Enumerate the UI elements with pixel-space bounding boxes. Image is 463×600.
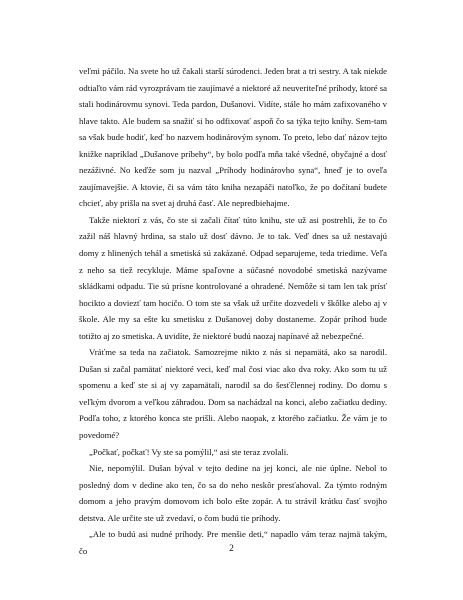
paragraph-3: Vráťme sa teda na začiatok. Samozrejme nikto z nás si nepamätá, ako sa narodil. Dušan si začal pamätať niektoré veci, keď mal čosi viac ako dva roky. Ako som tu už spomenu a keď ste si aj vy zapamätali, narodil sa do šesťčlennej rodiny. Do domu s veľkým dvorom a veľkou záhradou. Dom sa nachádzal na konci, alebo začiatku dediny. Podľa toho, z ktorého konca ste prišli. Alebo naopak, z ktorého začiatku. Že vám je to povedomé?	[79, 347, 387, 441]
paragraph-5: Nie, nepomýlil. Dušan býval v tejto dedine na jej konci, ale nie úplne. Nebol to posledný dom v dedine ako ten, čo sa do neho neskôr presťahoval. Za týmto rodným domom a jeho pravým domovom ich bolo ešte zopár. A tu strávil krátku časť svojho detstva. Ale určite ste už zvedaví, o čom budú tie príhody.	[79, 463, 387, 523]
page-number: 2	[229, 544, 234, 554]
paragraph-2: Takže niektorí z vás, čo ste si začali čítať túto knihu, ste už asi postrehli, že to čo zažil náš hlavný hrdina, sa stalo už dosť dávno. Je to tak. Veď dnes sa už nestavajú domy z hlinených tehál a smetiská sú zakázané. Odpad separujeme, teda triedime. Veľa z neho sa tiež recykluje. Máme spaľovne a súčasné novodobé smetiská nazývame skládkami odpadu. Tie sú prísne kontrolované a ohradené. Nemôže si tam len tak prísť hocikto a doviezť tam hocičo. O tom ste sa však už určite dozvedeli v škôlke alebo aj v škole. Ale my sa ešte ku smetisku z Dušanovej doby dostaneme. Zopár príhod bude totižto aj zo smetiska. A uvidíte, že niektoré budú naozaj napínavé až nebezpečné.	[79, 214, 387, 341]
paragraph-4: „Počkať, počkať! Vy ste sa pomýlil,“ asi ste teraz zvolali.	[89, 446, 289, 457]
paragraph-1: veľmi páčilo. Na svete ho už čakali starší súrodenci. Jeden brat a tri sestry. A tak niekde odtiaľto vám rád vyrozprávam tie zaujímavé a niektoré až neuveriteľné príhody, ktoré sa stali hodinárovmu synovi. Teda pardon, Dušanovi. Vidíte, stále ho mám zafixovaného v hlave takto. Ale budem sa snažiť si ho odfixovať aspoň čo sa týka tejto knihy. Sem-tam sa však bude hodiť, keď ho nazvem hodinárovým synom. To preto, lebo dať názov tejto knižke napríklad „Dušanove príbehy“, by bolo podľa mňa také všedné, obyčajné a dosť nezáživné. No keďže som ju nazval „Príhody hodinárovho syna“, hneď je to oveľa zaujímavejšie. A ktovie, či sa vám táto kniha nezapáči natoľko, že po dočítaní budete chcieť, aby prišla na svet aj druhá časť. Ale nepredbiehajme.	[79, 66, 387, 209]
body-text	[79, 63, 387, 559]
paragraph-6: „Ale to budú asi nudné príhody. Pre menšie deti,“ napadlo vám teraz najmä takým, čo	[79, 529, 387, 556]
